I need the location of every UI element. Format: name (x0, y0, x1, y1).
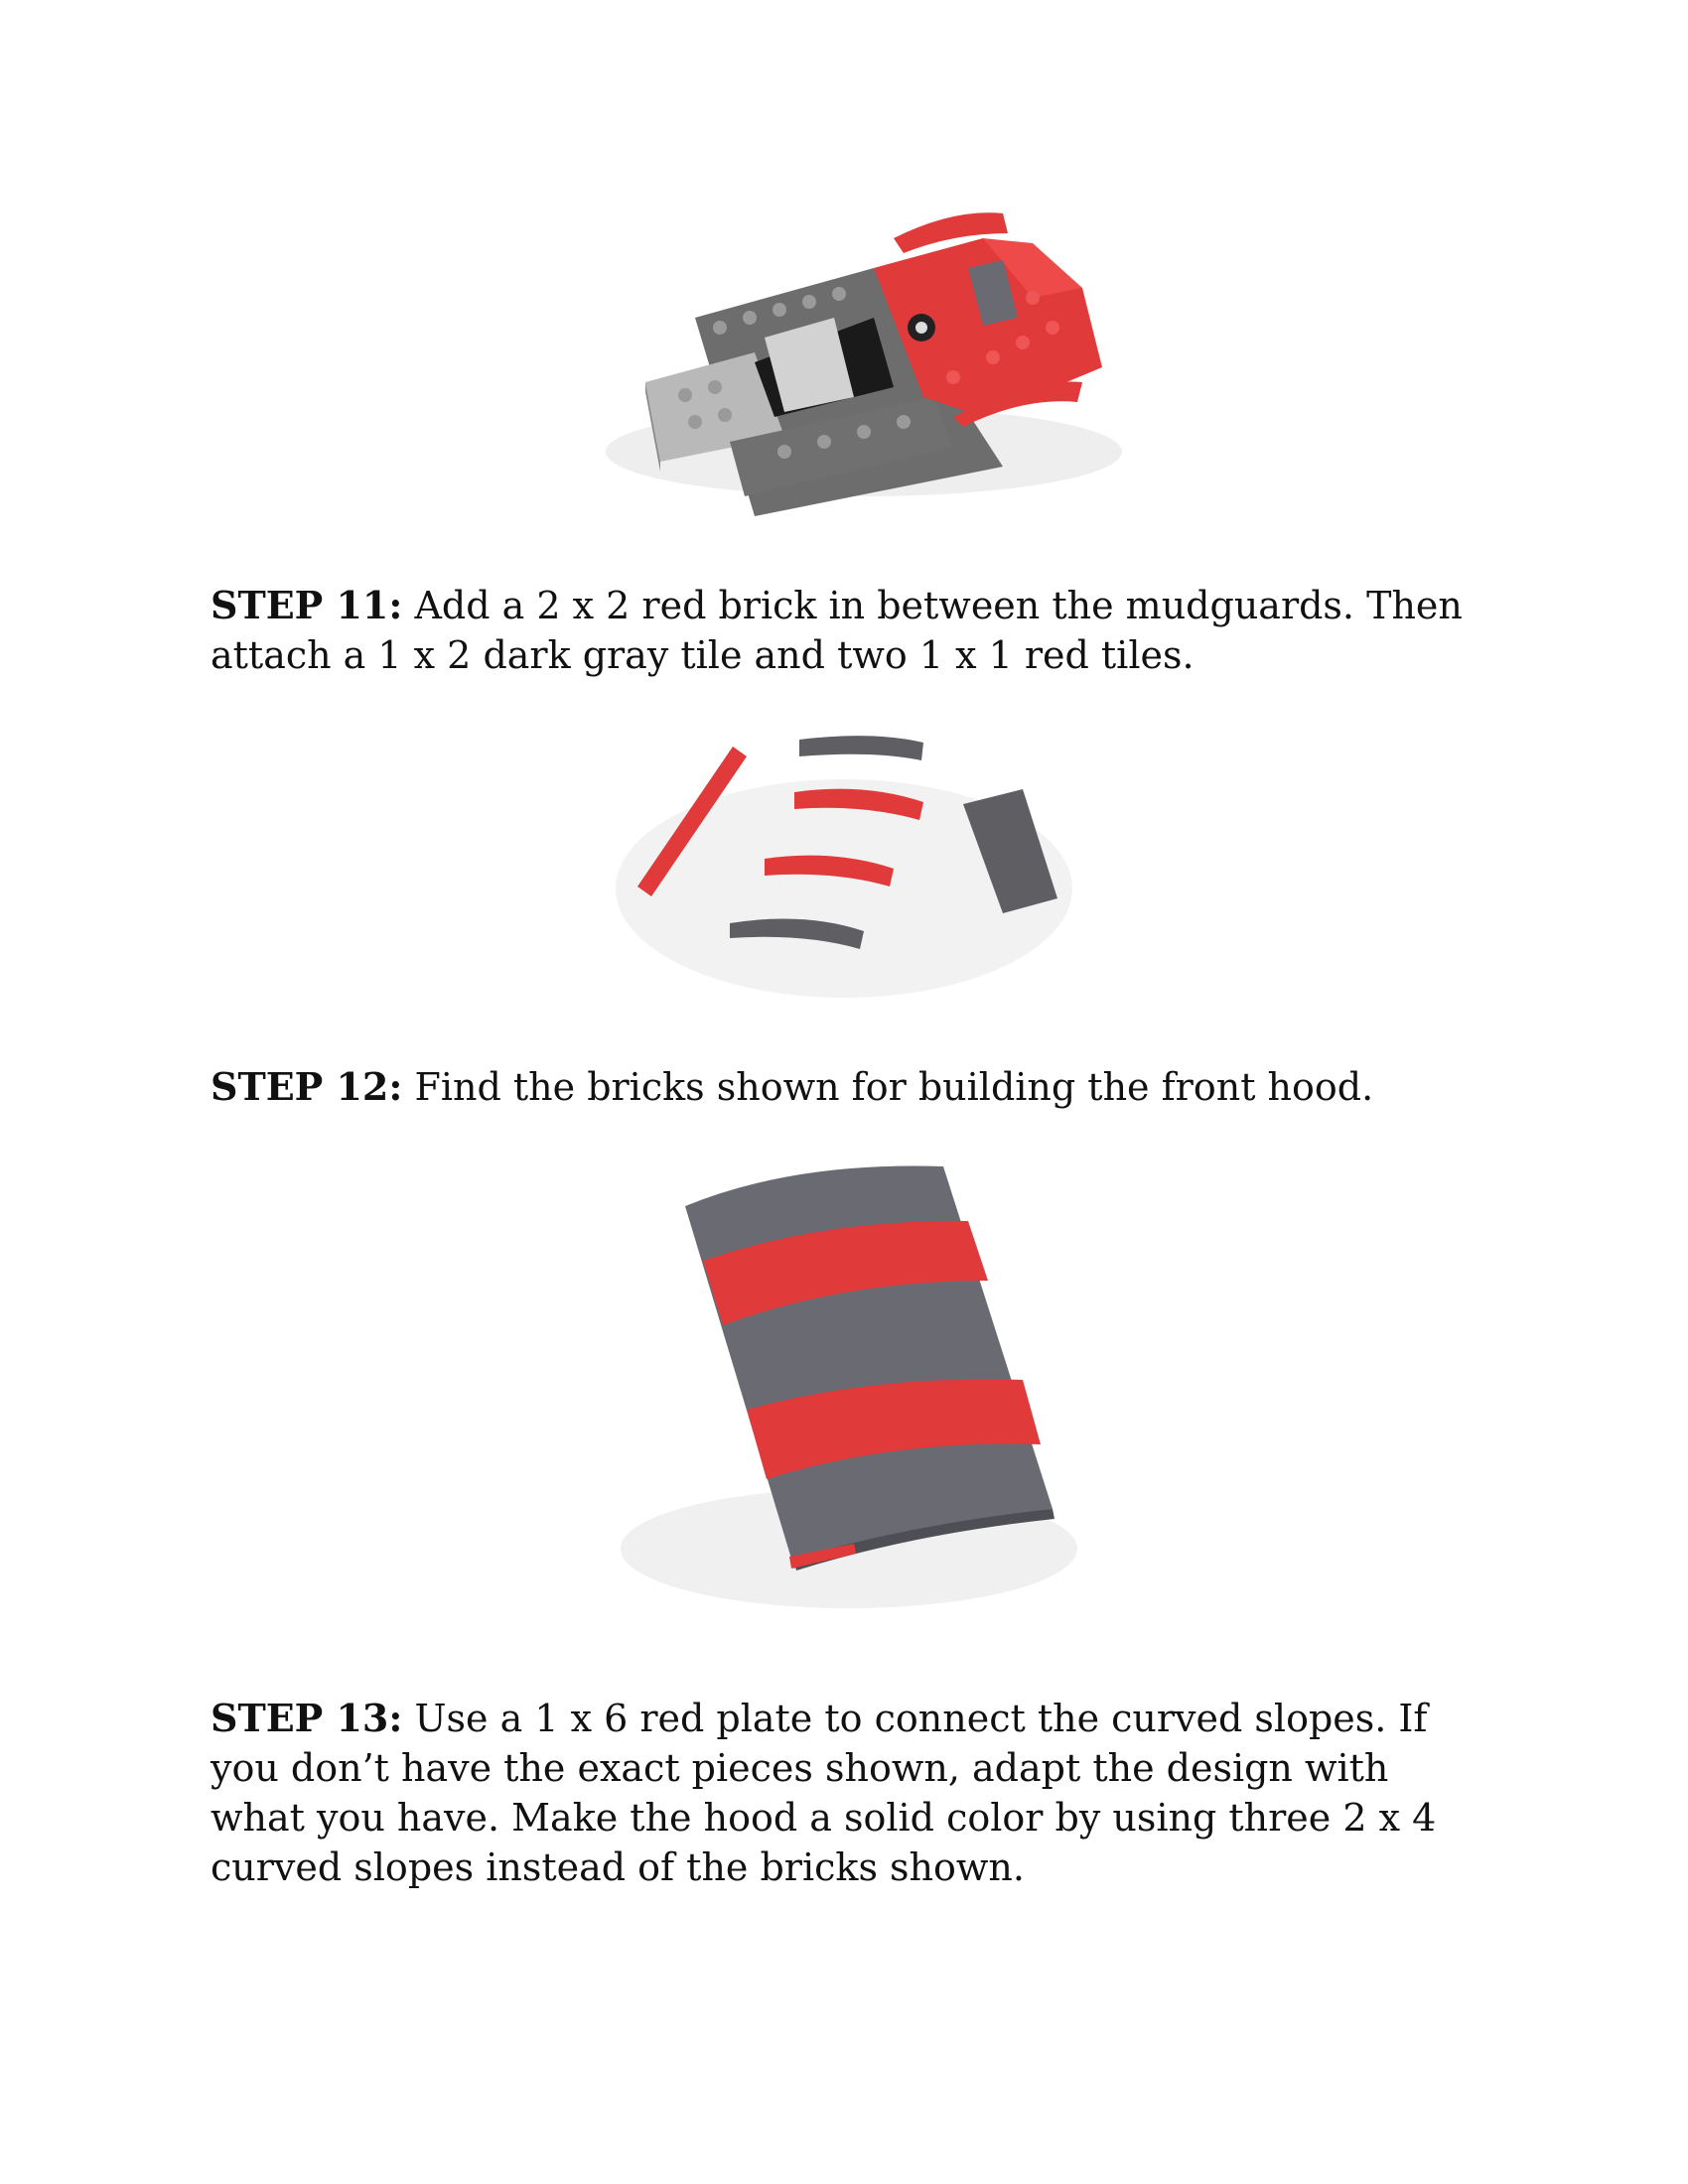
step-11-text: Add a 2 x 2 red brick in between the mudguards. Then attach a 1 x 2 dark gray tile and two 1 x 1 red tiles. (211, 584, 1463, 677)
step-13-label: STEP 13: (211, 1696, 403, 1740)
step-11-instruction (211, 581, 1491, 680)
step-13-instruction (211, 1694, 1491, 1892)
step-12-text: Find the bricks shown for building the front hood. (402, 1065, 1374, 1109)
assembled-hood-image (0, 1152, 1688, 1618)
car-build-image (0, 0, 1688, 556)
step-11-label: STEP 11: (211, 583, 403, 627)
step-13-text: Use a 1 x 6 red plate to connect the curved slopes. If you don’t have the exact pieces shown, adapt the design with what you have. Make the hood a solid color by using three 2 x 4 curved slopes instead of the bricks shown. (211, 1697, 1437, 1889)
step-12-label: STEP 12: (211, 1064, 403, 1109)
dark-gray-curved-slope (799, 736, 923, 760)
hood-parts-image (0, 715, 1688, 1013)
step-12-instruction (211, 1062, 1491, 1112)
